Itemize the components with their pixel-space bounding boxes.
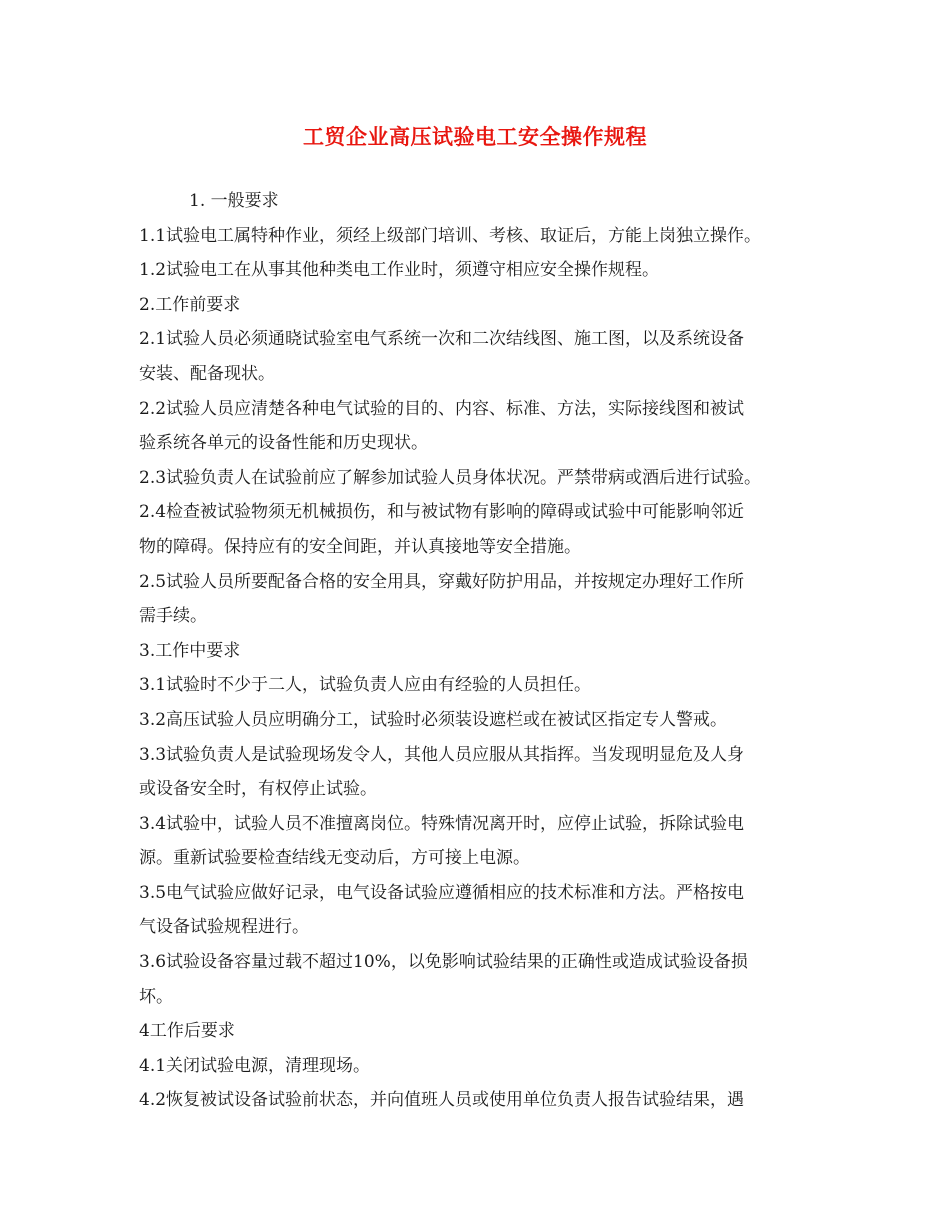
paragraph-line: 3.3试验负责人是试验现场发令人，其他人员应服从其指挥。当发现明显危及人身 — [139, 744, 745, 765]
paragraph-line: 3.4试验中，试验人员不准擅离岗位。特殊情况离开时，应停止试验，拆除试验电 — [139, 813, 745, 834]
paragraph-line: 源。重新试验要检查结线无变动后，方可接上电源。 — [139, 848, 530, 869]
paragraph-line: 坏。 — [139, 986, 173, 1007]
paragraph-line: 2.1试验人员必须通晓试验室电气系统一次和二次结线图、施工图，以及系统设备 — [139, 329, 745, 350]
paragraph-line: 3.2高压试验人员应明确分工，试验时必须装设遮栏或在被试区指定专人警戒。 — [139, 709, 728, 730]
paragraph-line: 需手续。 — [139, 606, 207, 627]
paragraph-line: 验系统各单元的设备性能和历史现状。 — [139, 433, 428, 454]
paragraph-line: 1.2试验电工在从事其他种类电工作业时，须遵守相应安全操作规程。 — [139, 260, 660, 281]
paragraph-line: 或设备安全时，有权停止试验。 — [139, 779, 377, 800]
section-heading-4: 4工作后要求 — [139, 1021, 235, 1042]
paragraph-line: 2.4检查被试验物须无机械损伤，和与被试物有影响的障碍或试验中可能影响邻近 — [139, 502, 745, 523]
paragraph-line: 3.1试验时不少于二人，试验负责人应由有经验的人员担任。 — [139, 675, 592, 696]
paragraph-line: 2.2试验人员应清楚各种电气试验的目的、内容、标准、方法，实际接线图和被试 — [139, 398, 745, 419]
paragraph-line: 3.6试验设备容量过载不超过10%，以免影响试验结果的正确性或造成试验设备损 — [139, 952, 748, 973]
paragraph-line: 物的障碍。保持应有的安全间距，并认真接地等安全措施。 — [139, 536, 581, 557]
paragraph-line: 2.5试验人员所要配备合格的安全用具，穿戴好防护用品，并按规定办理好工作所 — [139, 571, 745, 592]
paragraph-line: 气设备试验规程进行。 — [139, 917, 309, 938]
document-body — [139, 184, 819, 1118]
document-title: 工贸企业高压试验电工安全操作规程 — [303, 124, 647, 149]
paragraph-line: 4.1关闭试验电源，清理现场。 — [139, 1055, 371, 1076]
paragraph-line: 3.5电气试验应做好记录，电气设备试验应遵循相应的技术标准和方法。严格按电 — [139, 882, 745, 903]
paragraph-line: 安装、配备现状。 — [139, 363, 275, 384]
paragraph-line: 1.1试验电工属特种作业，须经上级部门培训、考核、取证后，方能上岗独立操作。 — [139, 225, 762, 246]
paragraph-line: 4.2恢复被试设备试验前状态，并向值班人员或使用单位负责人报告试验结果，遇 — [139, 1090, 745, 1111]
section-heading-2: 2.工作前要求 — [139, 294, 241, 315]
section-heading-1: 1. 一般要求 — [189, 191, 279, 211]
section-heading-3: 3.工作中要求 — [139, 640, 241, 661]
paragraph-line: 2.3试验负责人在试验前应了解参加试验人员身体状况。严禁带病或酒后进行试验。 — [139, 467, 762, 488]
